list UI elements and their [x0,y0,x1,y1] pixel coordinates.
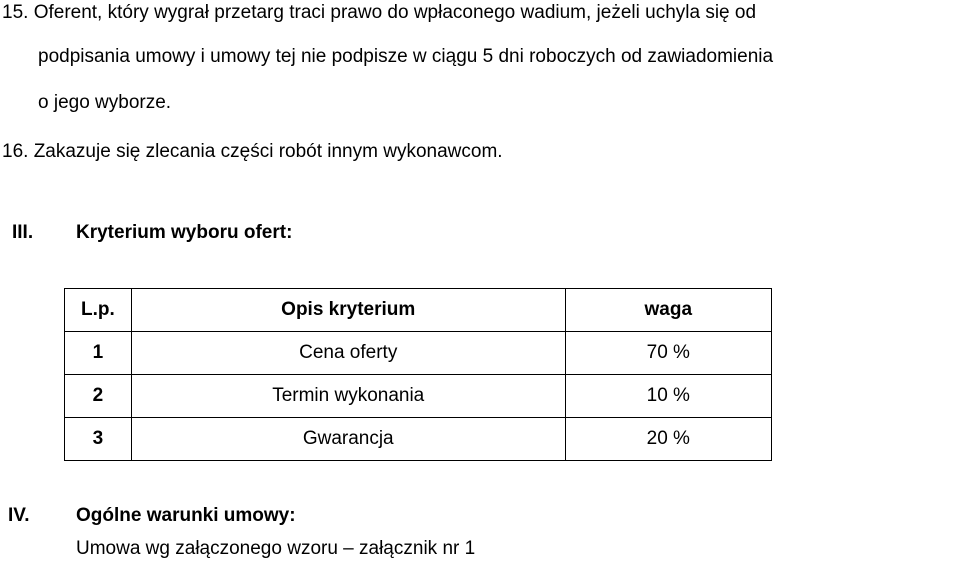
paragraph-16: 16. Zakazuje się zlecania części robót innym wykonawcom. [2,141,503,162]
row-number: 3 [65,418,132,461]
criterion-weight: 70 % [565,332,771,375]
criterion-description: Termin wykonania [131,375,565,418]
header-waga: waga [565,289,771,332]
row-number: 2 [65,375,132,418]
header-lp: L.p. [65,289,132,332]
row-number: 1 [65,332,132,375]
criterion-weight: 10 % [565,375,771,418]
paragraph-15-line-3: o jego wyborze. [38,92,172,113]
criterion-description: Gwarancja [131,418,565,461]
criteria-table [64,288,772,461]
table-row [65,418,772,461]
criterion-weight: 20 % [565,418,771,461]
section-4-number: IV. [8,505,30,526]
paragraph-15-line-1: 15. Oferent, który wygrał przetarg traci prawo do wpłaconego wadium, jeżeli uchyla się od [2,2,757,23]
paragraph-15-line-2: podpisania umowy i umowy tej nie podpisze w ciągu 5 dni roboczych od zawiadomienia [38,46,774,67]
table-row [65,375,772,418]
criterion-description: Cena oferty [131,332,565,375]
section-3-title: Kryterium wyboru ofert: [76,222,293,243]
header-opis-kryterium: Opis kryterium [131,289,565,332]
section-4-title: Ogólne warunki umowy: [76,505,296,526]
section-3-number: III. [12,222,34,243]
table-row [65,332,772,375]
table-header-row [65,289,772,332]
section-4-text: Umowa wg załączonego wzoru – załącznik nr 1 [76,538,476,559]
